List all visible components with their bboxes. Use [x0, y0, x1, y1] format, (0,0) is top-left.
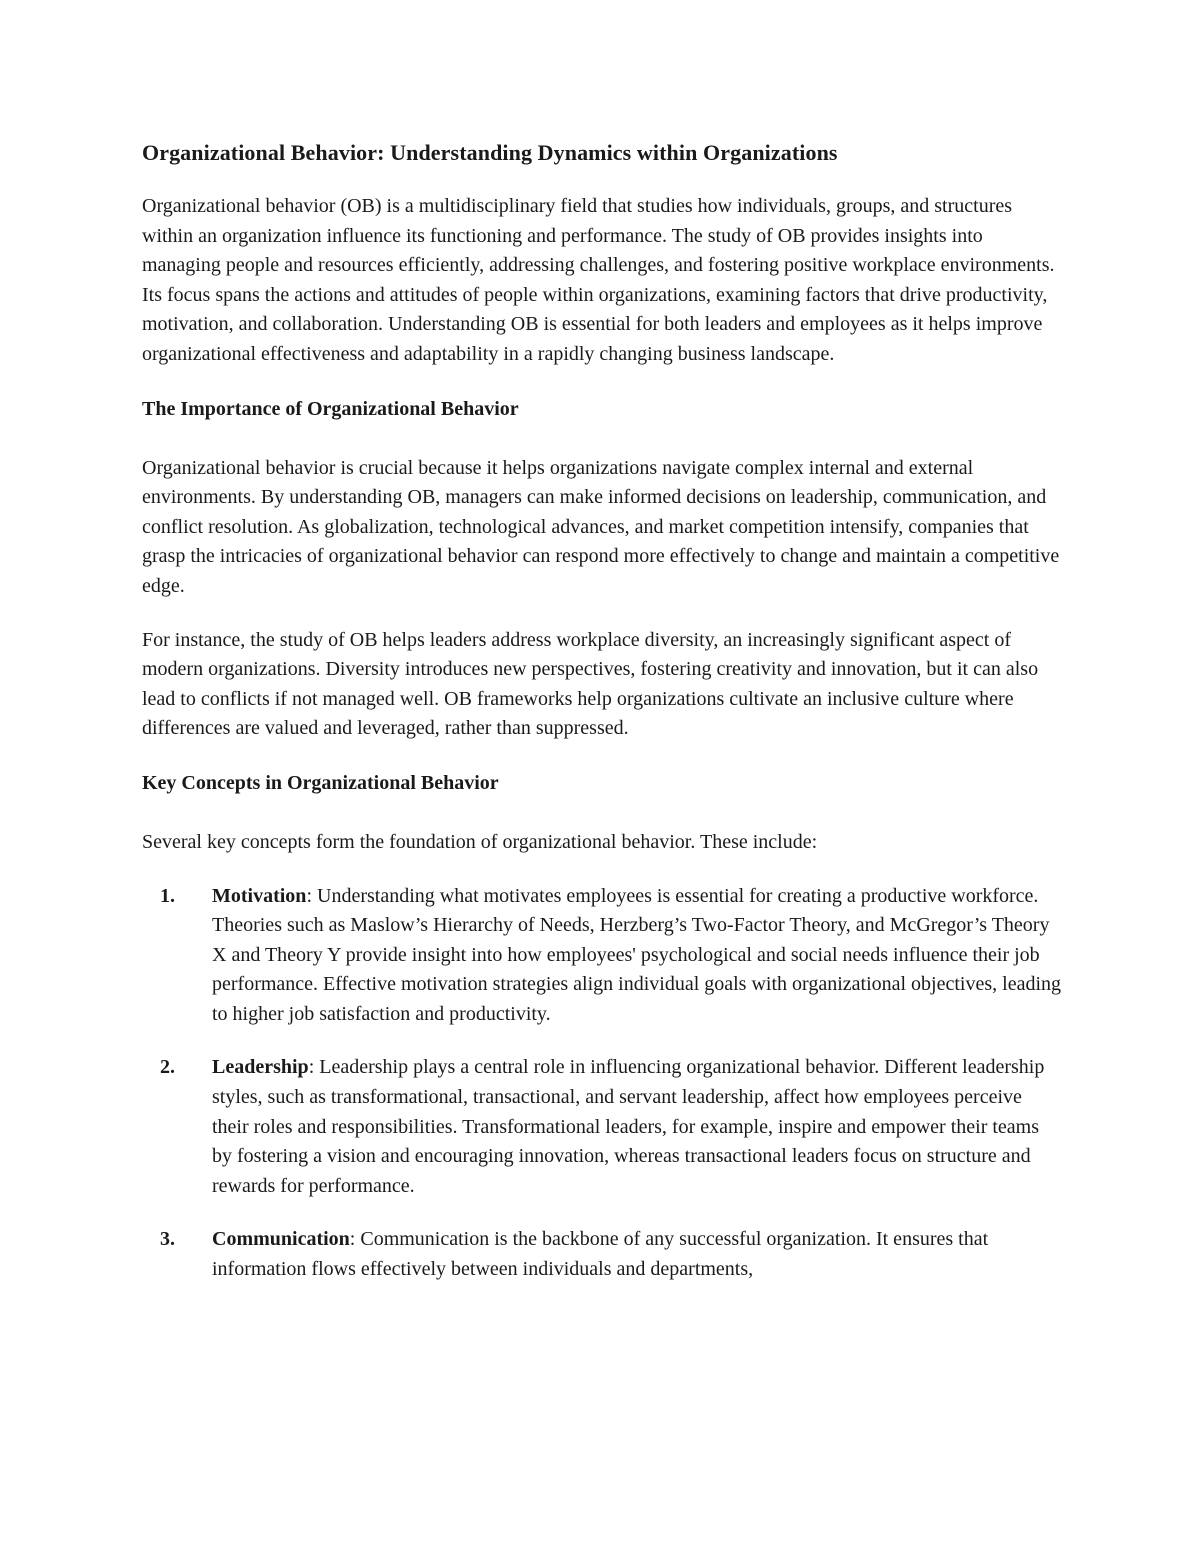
importance-paragraph-2: For instance, the study of OB helps leaders address workplace diversity, an increasingly significant aspect of modern organizations. Diversity introduces new perspectives, fostering creativity and innovation, but it can also lead to conflicts if not managed well. OB frameworks help organizations cultivate an inclusive culture where differences are valued and leveraged, rather than suppressed.	[142, 628, 1039, 740]
importance-paragraph-1: Organizational behavior is crucial because it helps organizations navigate complex internal and external environments. By understanding OB, managers can make informed decisions on leadership, communication, and conflict resolution. As globalization, technological advances, and market competition intensify, companies that grasp the intricacies of organizational behavior can respond more effectively to change and maintain a competitive edge.	[142, 456, 1060, 597]
list-item-term: Motivation	[212, 884, 307, 907]
list-item-term: Communication	[212, 1228, 350, 1251]
key-concepts-list	[142, 882, 1062, 1285]
list-item-number: 1.	[160, 884, 175, 907]
key-concepts-intro: Several key concepts form the foundation of organizational behavior. These include:	[142, 830, 818, 853]
section-heading-key-concepts: Key Concepts in Organizational Behavior	[142, 771, 499, 794]
list-item-number: 3.	[160, 1228, 175, 1251]
section-heading-importance: The Importance of Organizational Behavior	[142, 397, 519, 420]
list-item	[142, 1225, 1062, 1284]
list-item-term: Leadership	[212, 1056, 309, 1079]
list-item-text: : Leadership plays a central role in influencing organizational behavior. Different leadership styles, such as transformational, transactional, and servant leadership, affect how employees perceive their roles and responsibilities. Transformational leaders, for example, inspire and empower their teams by fostering a vision and encouraging innovation, whereas transactional leaders focus on structure and rewards for performance.	[212, 1056, 1045, 1197]
list-item-number: 2.	[160, 1056, 175, 1079]
list-item	[142, 1053, 1062, 1201]
document-body	[142, 138, 1062, 1309]
list-item	[142, 882, 1062, 1030]
list-item-text: : Understanding what motivates employees is essential for creating a productive workforce. Theories such as Maslow’s Hierarchy of Needs, Herzberg’s Two-Factor Theory, and McGregor’s Theory X and Theory Y provide insight into how employees' psychological and social needs influence their job performance. Effective motivation strategies align individual goals with organizational objectives, leading to higher job satisfaction and productivity.	[212, 884, 1062, 1025]
intro-paragraph: Organizational behavior (OB) is a multidisciplinary field that studies how individuals, groups, and structures within an organization influence its functioning and performance. The study of OB provides insights into managing people and resources efficiently, addressing challenges, and fostering positive workplace environments. Its focus spans the actions and attitudes of people within organizations, examining factors that drive productivity, motivation, and collaboration. Understanding OB is essential for both leaders and employees as it helps improve organizational effectiveness and adaptability in a rapidly changing business landscape.	[142, 195, 1055, 365]
list-item-text: : Communication is the backbone of any successful organization. It ensures that information flows effectively between individuals and departments,	[212, 1228, 989, 1281]
document-title: Organizational Behavior: Understanding Dynamics within Organizations	[142, 140, 838, 165]
